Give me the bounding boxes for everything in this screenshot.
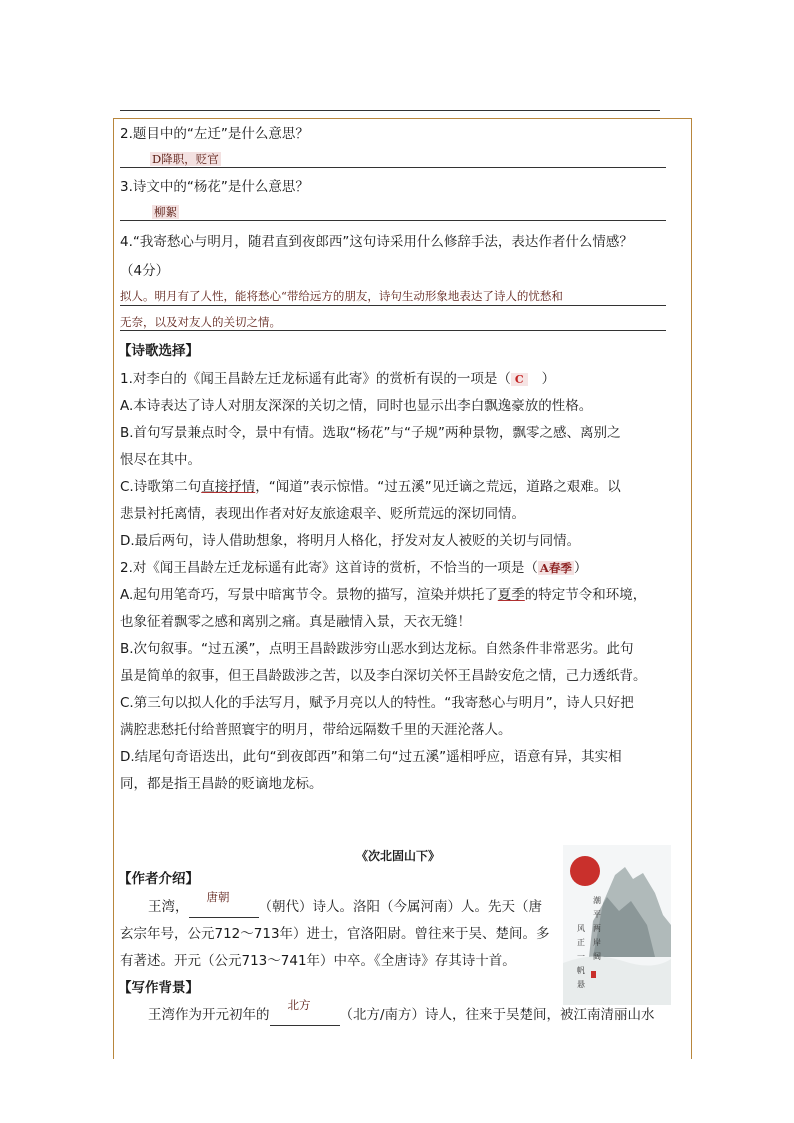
region-blank [270,998,340,1026]
mc1-option-b-line2: 恨尽在其中。 [120,452,201,468]
q3-question: 3.诗文中的“杨花”是什么意思？ [120,179,309,195]
mc2-stem: 2.对《闻王昌龄左迁龙标遥有此寄》这首诗的赏析，不恰当的一项是（ A春季 ） [120,560,588,576]
q4-rule2 [120,330,666,331]
mc1-option-c-line2: 悲景衬托离情，表现出作者对好友旅途艰辛、贬所荒远的深切同情。 [120,506,525,522]
mc2-option-b-line1: B.次句叙事。“过五溪”，点明王昌龄跋涉穷山恶水到达龙标。自然条件非常恶劣。此句 [120,641,634,657]
q4-answer-line2: 无奈，以及对友人的关切之情。 [120,315,281,329]
q4-question: 4.“我寄愁心与明月，随君直到夜郎西”这句诗采用什么修辞手法，表达作者什么情感？ [120,234,633,250]
mc1-option-a: A.本诗表达了诗人对朋友深深的关切之情，同时也显示出李白飘逸豪放的性格。 [120,398,593,414]
mc1-option-b-line1: B.首句写景兼点时令，景中有情。选取“杨花”与“子规”两种景物，飘零之感、离别之 [120,425,621,441]
mc2-option-c-line2: 满腔悲愁托付给普照寰宇的明月，带给远隔数千里的天涯沦落人。 [120,722,512,738]
mc2-option-d-line2: 同，都是指王昌龄的贬谪地龙标。 [120,776,323,792]
q4-score: （4分） [120,263,170,279]
background-heading: 【写作背景】 [118,980,199,996]
q3-answer-line [120,220,666,221]
painting-svg [563,845,671,1005]
mc1-underlined-phrase: 直接抒情 [201,479,256,495]
dynasty-blank [189,890,259,918]
author-heading: 【作者介绍】 [118,871,199,887]
q3-answer: 柳絮 [154,205,177,219]
region-answer: 北方 [287,998,311,1012]
header-rule [120,110,660,111]
mc2-option-d-line1: D.结尾句奇语迭出，此句“到夜郎西”和第二句“过五溪”遥相呼应，语意有异，其实相 [120,749,622,765]
landscape-painting-illustration [563,845,671,1005]
mc2-answer: A春季 [539,561,572,575]
q4-answer-line1: 拟人。明月有了人性，能将愁心“带给远方的朋友，诗句生动形象地表达了诗人的忧愁和 [120,289,563,303]
mc1-option-c-line1: C.诗歌第二句直接抒情，“闻道”表示惊惜。“过五溪”见迁谪之荒远，道路之艰难。以 [120,479,621,495]
q2-question: 2.题目中的“左迁”是什么意思？ [120,126,309,142]
author-line2: 玄宗年号，公元712～713年）进士，官洛阳尉。曾往来于吴、楚间。多 [120,926,550,942]
mc2-option-c-line1: C.第三句以拟人化的手法写月，赋予月亮以人的特性。“我寄愁心与明月”，诗人只好把 [120,695,634,711]
mc2-option-b-line2: 虽是简单的叙事，但王昌龄跋涉之苦，以及李白深切关怀王昌龄安危之情，己力透纸背。 [120,668,647,684]
q2-answer-line [120,167,666,168]
seal-stamp-icon [591,971,596,978]
mc2-option-a-line1: A.起句用笔奇巧，写景中暗寓节令。景物的描写，渲染并烘托了夏季的特定节令和环境， [120,587,647,603]
background-line1: 王湾作为开元初年的 北方 （北方/南方）诗人，往来于吴楚间，被江南清丽山水 [148,1005,655,1026]
poem-title: 《次北固山下》 [356,849,441,863]
mc1-option-d: D.最后两句，诗人借助想象，将明月人格化，抒发对友人被贬的关切与同情。 [120,533,581,549]
painting-text-col2: 潮 平 两 岸 阔 [593,896,601,961]
q4-rule1 [120,305,666,306]
dynasty-answer: 唐朝 [206,890,230,904]
mc1-answer: C [511,373,528,386]
red-sun-icon [570,856,600,886]
mc1-stem: 1.对李白的《闻王昌龄左迁龙标遥有此寄》的赏析有误的一项是（ C ） [120,371,556,387]
author-line3: 有著述。开元（公元713～741年）中卒。《全唐诗》存其诗十首。 [120,953,516,969]
painting-text-col1: 风 正 一 帆 悬 [577,924,585,989]
mc2-underlined-phrase: 夏季 [497,587,525,603]
poetry-choice-heading: 【诗歌选择】 [118,343,199,359]
mc2-option-a-line2: 也象征着飘零之感和离别之痛。真是融情入景，天衣无缝！ [120,614,471,630]
q2-answer: D降职，贬官 [152,152,219,166]
author-line1: 王湾， 唐朝 （朝代）诗人。洛阳（今属河南）人。先天（唐 [148,897,542,918]
